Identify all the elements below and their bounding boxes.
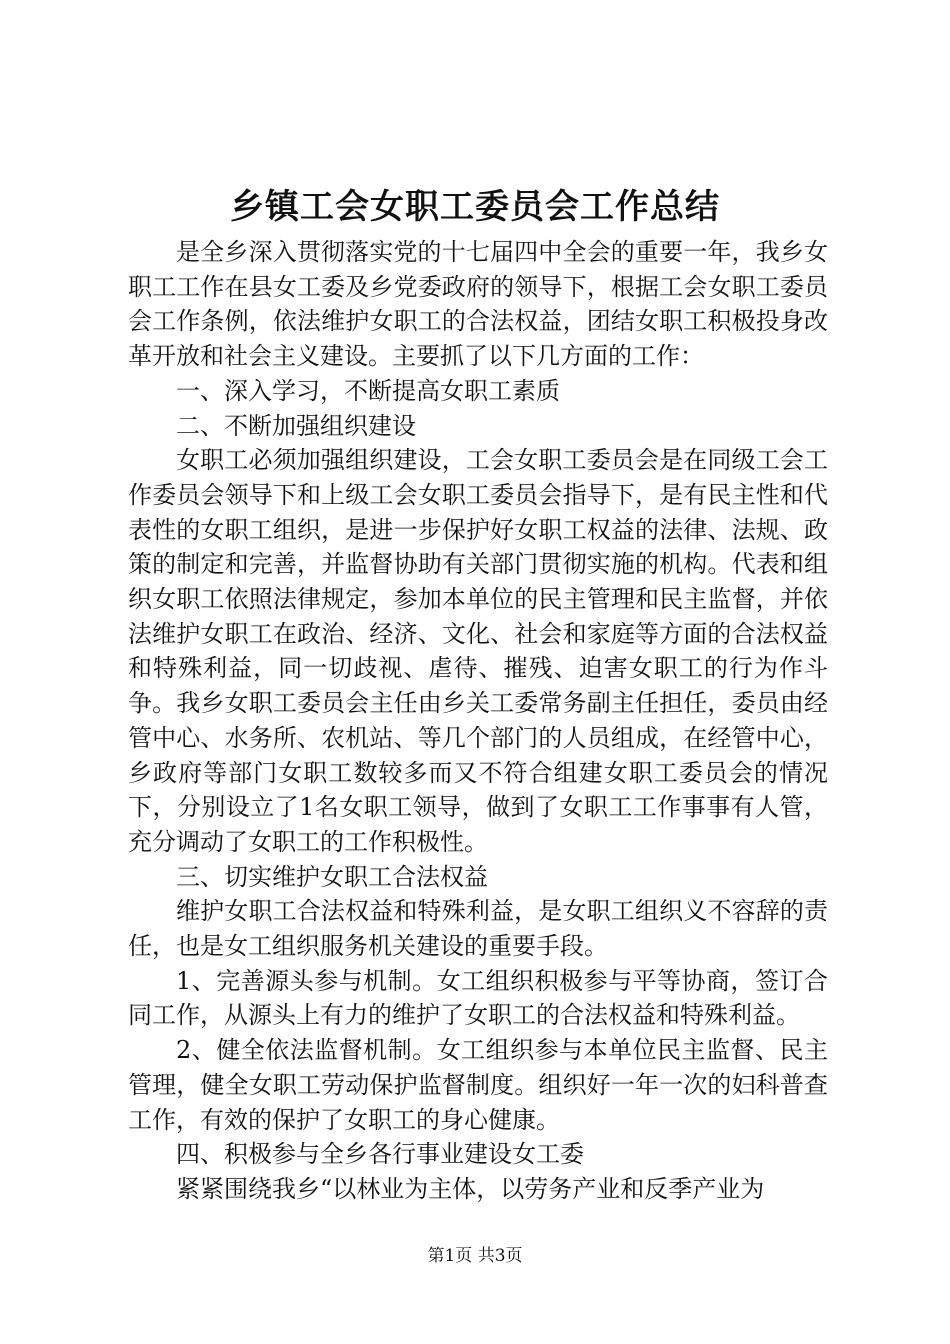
section-heading-3: 三、切实维护女职工合法权益 bbox=[176, 862, 488, 891]
paragraph-organization: 女职工必须加强组织建设，工会女职工委员会是在同级工会工作委员会领导下和上级工会女职工委员会指导下，是有民主性和代表性的女职工组织，是进一步保护好女职工权益的法律、法规、政策的制定和完善，并监督协助有关部门贯彻实施的机构。代表和组织女职工依照法律规定，参加本单位的民主管理和民主监督，并依法维护女职工在政治、经济、文化、社会和家庭等方面的合法权益和特殊利益，同一切歧视、虐待、摧残、迫害女职工的行为作斗争。我乡女职工委员会主任由乡关工委常务副主任担任，委员由经管中心、水务所、农机站、等几个部门的人员组成，在经管中心，乡政府等部门女职工数较多而又不符合组建女职工委员会的情况下，分别设立了1名女职工领导，做到了女职工工作事事有人管，充分调动了女职工的工作积极性。 bbox=[128, 446, 828, 856]
document-body bbox=[128, 235, 828, 1207]
section-heading-1: 一、深入学习，不断提高女职工素质 bbox=[176, 376, 560, 405]
document-title: 乡镇工会女职工委员会工作总结 bbox=[230, 187, 720, 227]
paragraph-item-2: 2、健全依法监督机制。女工组织参与本单位民主监督、民主管理，健全女职工劳动保护监督制度。组织好一年一次的妇科普查工作，有效的保护了女职工的身心健康。 bbox=[128, 1036, 828, 1134]
paragraph-intro: 是全乡深入贯彻落实党的十七届四中全会的重要一年，我乡女职工工作在县女工委及乡党委政府的领导下，根据工会女职工委员会工作条例，依法维护女职工的合法权益，团结女职工积极投身改革开放和社会主义建设。主要抓了以下几方面的工作： bbox=[128, 238, 828, 371]
page-footer: 第1页 共3页 bbox=[427, 1246, 523, 1266]
paragraph-rights: 维护女职工合法权益和特殊利益，是女职工组织义不容辞的责任，也是女工组织服务机关建设的重要手段。 bbox=[128, 897, 828, 961]
section-heading-2: 二、不断加强组织建设 bbox=[176, 411, 416, 440]
section-heading-4: 四、积极参与全乡各行事业建设女工委 bbox=[176, 1140, 584, 1169]
paragraph-item-1: 1、完善源头参与机制。女工组织积极参与平等协商，签订合同工作，从源头上有力的维护了女职工的合法权益和特殊利益。 bbox=[128, 966, 828, 1030]
paragraph-closing: 紧紧围绕我乡“以林业为主体，以劳务产业和反季产业为 bbox=[176, 1174, 765, 1203]
